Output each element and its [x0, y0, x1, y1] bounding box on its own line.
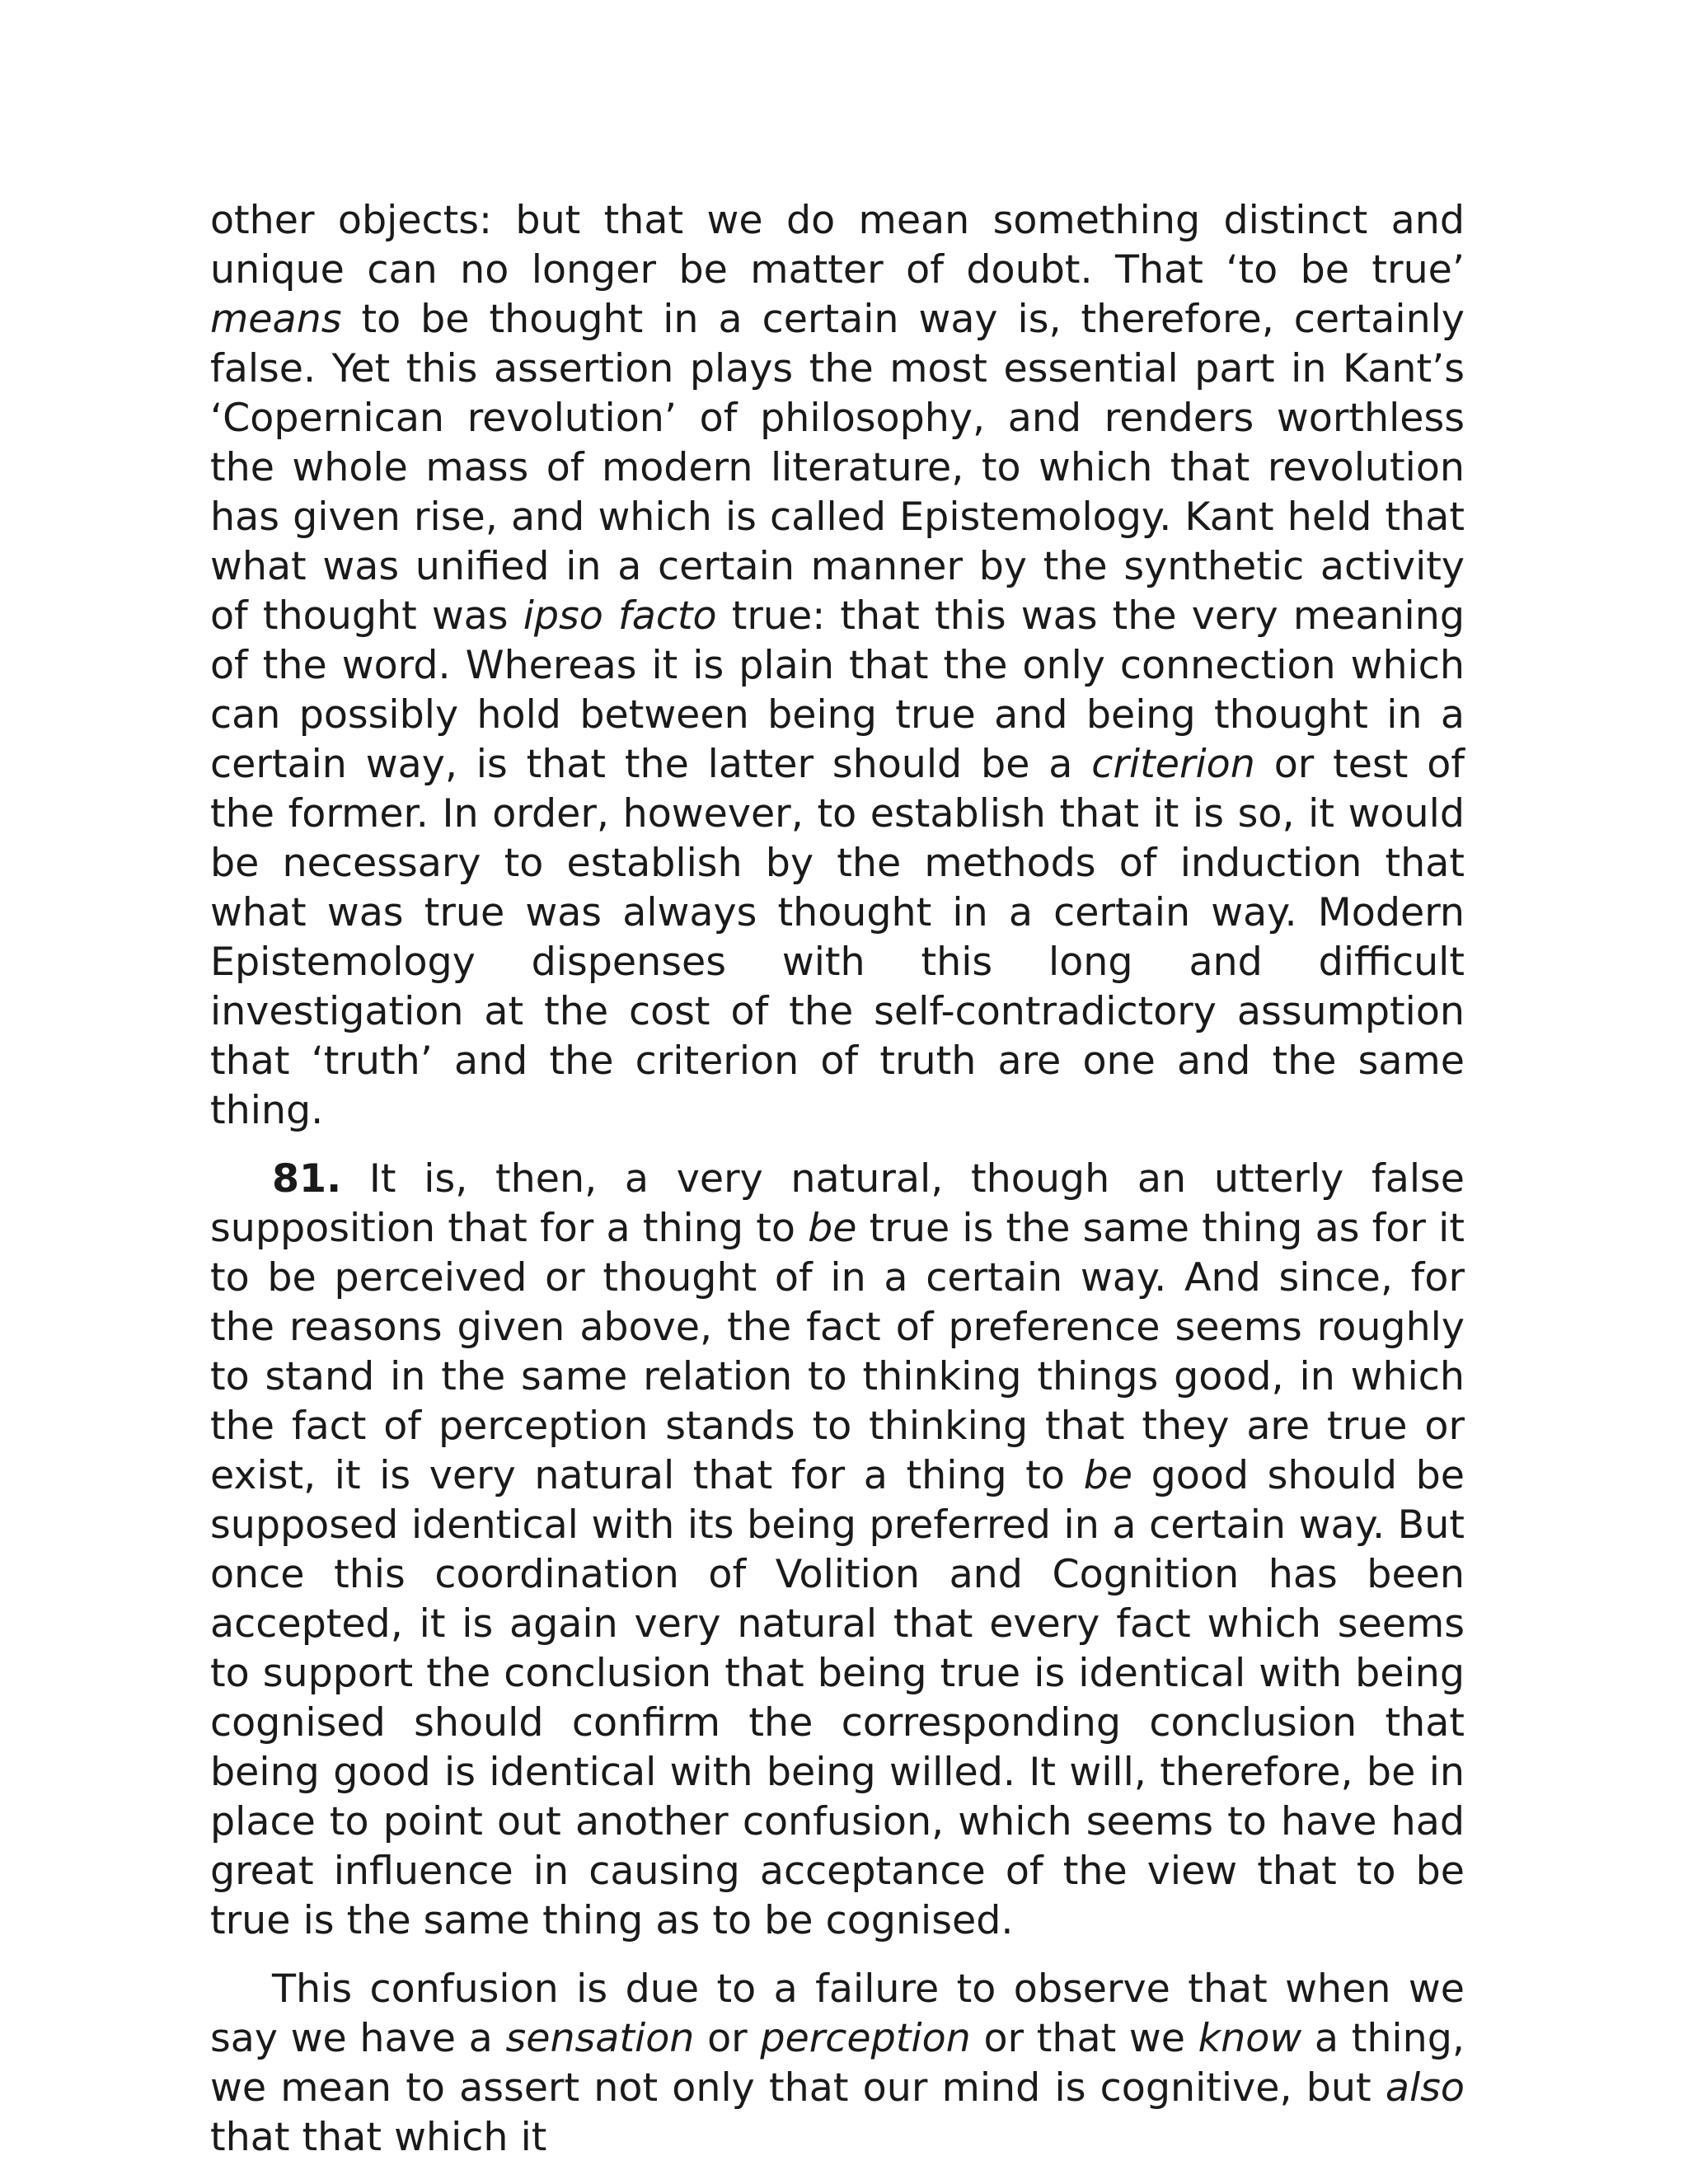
text-segment: true is the same thing as for it to be perceived or thought of in a certain way. And since, for the reasons given above, the fact of preference seems roughly to stand in the same relation to thinking things good, in which the fact of perception stands to thinking that they are true or exist, it is very natural that for a thing to — [210, 1206, 1465, 1498]
italic-text: means — [210, 297, 342, 342]
italic-text: be — [1083, 1453, 1132, 1498]
section-number: 81. — [272, 1156, 342, 1202]
text-segment: or that we — [970, 2016, 1198, 2061]
text-segment: or — [694, 2016, 761, 2061]
page-text — [210, 196, 1465, 2182]
text-segment: other objects: but that we do mean something distinct and unique can no longer be matter of doubt. That ‘to be true’ — [210, 198, 1465, 293]
text-segment: true: that this was the very meaning of the word. Whereas it is plain that the only connection which can possibly hold between being true and being thought in a certain way, is that the latter should be a — [210, 593, 1465, 787]
italic-text: sensation — [505, 2016, 695, 2061]
text-segment: It is, then, a very natural, though an utterly false supposition that for a thing to — [210, 1156, 1465, 1251]
italic-text: ipso facto — [523, 593, 717, 639]
italic-text: perception — [760, 2016, 971, 2061]
text-segment: to be thought in a certain way is, therefore, certainly false. Yet this assertion plays the most essential part in Kant’s ‘Copernican revolution’ of philosophy, and renders worthless the whole mass of modern literature, to which that revolution has given rise, and which is called Epistemology. Kant held that what was unified in a certain manner by the synthetic activity of thought was — [210, 297, 1465, 639]
italic-text: know — [1198, 2016, 1302, 2061]
paragraph-section-81 — [210, 1155, 1465, 1946]
paragraph-confusion — [210, 1965, 1465, 2163]
text-segment: or test of the former. In order, however, to establish that it is so, it would be necessary to establish by the methods of induction that what was true was always thought in a certain way. Modern Epistemology dispenses with this long and difficult investigation at the cost of the self-contradictory assumption that ‘truth’ and the criterion of truth are one and the same thing. — [210, 742, 1465, 1133]
italic-text: be — [808, 1206, 857, 1251]
italic-text: criterion — [1091, 742, 1255, 787]
text-segment: that that which it — [210, 2115, 547, 2160]
text-segment: good should be supposed identical with its being preferred in a certain way. But once this coordination of Volition and Cognition has been accepted, it is again very natural that every fact which seems to support the conclusion that being true is identical with being cognised should confirm the corresponding conclusion that being good is identical with being willed. It will, therefore, be in place to point out another confusion, which seems to have had great influence in causing acceptance of the view that to be true is the same thing as to be cognised. — [210, 1453, 1465, 1943]
paragraph-continuation — [210, 196, 1465, 1136]
italic-text: also — [1385, 2065, 1465, 2111]
text-segment: a thing, we mean to assert not only that our mind is cognitive, but — [210, 2016, 1465, 2111]
text-segment: This confusion is due to a failure to observe that when we say we have a — [210, 1966, 1465, 2061]
